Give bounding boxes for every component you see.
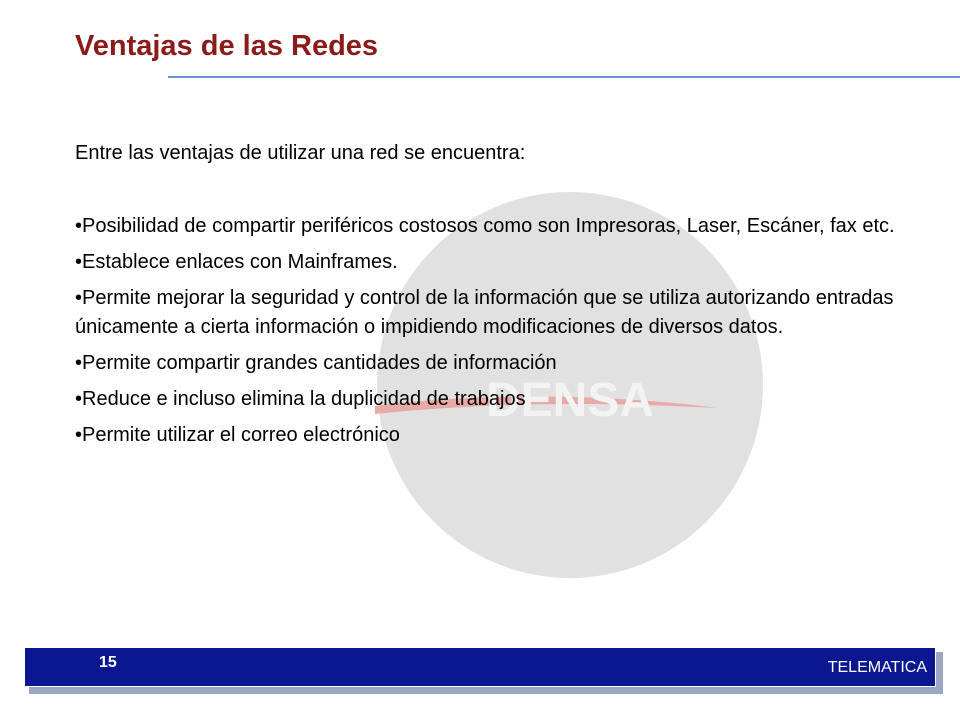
slide-content xyxy=(75,139,895,457)
slide-title: Ventajas de las Redes xyxy=(75,30,379,62)
bullet-mainframes: •Establece enlaces con Mainframes. xyxy=(75,251,398,273)
bullet-email: •Permite utilizar el correo electrónico xyxy=(75,424,400,446)
bullet-duplicity: •Reduce e incluso elimina la duplicidad de trabajos xyxy=(75,388,526,410)
watermark-text: DENSA xyxy=(485,374,655,427)
title-underline xyxy=(168,76,960,78)
bullet-security: •Permite mejorar la seguridad y control de la información que se utiliza autorizando entradas únicamente a cierta información o impidiendo modificaciones de diversos datos. xyxy=(75,287,894,338)
footer-bar xyxy=(24,647,936,687)
footer-label: TELEMATICA xyxy=(827,659,927,676)
bullet-peripherals: •Posibilidad de compartir periféricos costosos como son Impresoras, Laser, Escáner, fax etc. xyxy=(75,215,895,237)
page-number: 15 xyxy=(99,654,117,671)
intro-text: Entre las ventajas de utilizar una red se encuentra: xyxy=(75,142,526,164)
bullet-share-information: •Permite compartir grandes cantidades de información xyxy=(75,352,557,374)
